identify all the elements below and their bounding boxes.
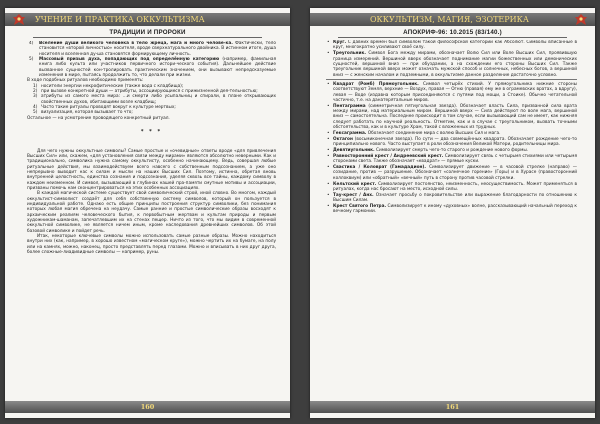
page-content <box>27 41 276 393</box>
page-left <box>5 8 290 418</box>
entry-text: Означает просьбу о покровительстве или выражение благодарности по отношению к Высшим Силам. <box>333 192 577 204</box>
entry-text: Символизирует связь с четырьмя стихиями или четырьмя сторонами света. Также обозначает «квадрат» — прямые куски. <box>333 153 577 165</box>
item-marker: 2) <box>33 89 38 95</box>
body-paragraph: Для чего нужны оккультные символы? Самые простые и «очевидные» ответы вроде «для привлечения Высших Сил» или, скажем, «для установления связи между мирами» являются абсолютно неверными. Как и традиционально, символика нужна самому оккультисту, особенно начинающему. Ведь, совершая любые ритуальные действия, мы взаимодействуем всего навсего с собственным подсознанием, а уже оно непрерывно выводит нас к силам и мысли на наших Высших Сил. Поэтому, истинна, обретая вновь внутренней целостность, единства сознания и подсознания, уделяя сквозь все тайны, каждому символу в каждом неизменном. И символ, вызывающий в глубинах нашей пра-памяти смутные мотивы и ассоциации, призваны помочь нам сконцентрироваться на этих особенных ассоциациях. <box>27 148 276 191</box>
item-text: при вызове конкретной души — атрибуты, ассоциирующиеся с прижизненной дея-тельностью; <box>41 89 258 95</box>
entry-term: Круг. <box>333 40 347 45</box>
item-heading: Вселение души великого человека в тело жреца, мага и много челове-ка. <box>39 41 233 46</box>
entry-term: Равносторонний крест / Андреевский крест. <box>333 153 444 159</box>
header-title: УЧЕНИЕ И ПРАКТИКА ОККУЛЬТИЗМА <box>35 15 205 24</box>
list-item <box>27 57 276 78</box>
page-footer <box>310 401 595 413</box>
symbol-entry <box>326 40 577 51</box>
page-footer <box>5 401 290 413</box>
symbol-entry <box>326 137 577 148</box>
item-marker: 4) <box>33 105 38 111</box>
section-title: ТРАДИЦИИ И ПРОРОКИ <box>33 29 262 38</box>
bullet-icon: • <box>327 136 330 142</box>
entry-term: Квадрат (Ромб) Прямоугольник. <box>333 81 419 87</box>
symbol-entry <box>326 82 577 103</box>
item-text: Часто такие ритуалы проводят вокруг к культуре мертвых; <box>41 105 176 111</box>
symbol-entry <box>326 182 577 193</box>
red-emblem-icon <box>13 14 25 25</box>
bullet-icon: • <box>327 131 330 136</box>
list-item <box>27 110 276 115</box>
entry-term: Крест Святого Петра. <box>333 203 387 209</box>
entry-term: Пентаграмма <box>333 103 366 109</box>
bullet-icon: • <box>327 51 330 57</box>
entry-text: Обозначает соединение мира с волею Высших Сил и мага. <box>366 131 501 136</box>
bullet-icon: • <box>327 81 330 87</box>
entry-text: (восьмиконечная звезда). По сути — два совмещённых квадрата. Обозначает рождение чего-то принципиально нового. Часто выступает в роли обозначения Великой Матери, родительницы мира. <box>333 136 577 148</box>
bullet-icon: • <box>327 165 330 171</box>
body-paragraph: Итак, некоторые ключевые символы можно использовать самые разные образы. Можно находиться внутри них (как, например, в хорошо известном «магическом круге»), можно чертить их на бумаге, на полу или на камнях, можно, наконец, просто представлять перед глазами. Можно и вписывать в них друг друга, более сложные-лиадивидные символы — например, руны. <box>27 234 276 256</box>
entry-term: Октагон <box>333 136 353 142</box>
item-text: Фактически, тело становится «второй личностью» носителя, вроде сверхнатурального двойника. В истинном итоге, душа носителя и вселенная ду-ша становятся формирующему личность. <box>39 41 276 57</box>
item-marker: 3) <box>33 94 38 100</box>
item-marker: 4) <box>29 41 34 46</box>
symbol-entry <box>326 204 577 215</box>
symbol-entry <box>326 165 577 181</box>
symbol-entry <box>326 51 577 78</box>
page-header <box>310 13 595 26</box>
section-title: АПОКРИФ-96: 10.2015 (83/140.) <box>338 29 567 38</box>
entry-text: С давних времён был символом такой философской категории как Абсолют. Символы вписанные в круг, многократно усиливают своё силу. <box>333 40 577 51</box>
bullet-icon: • <box>327 181 330 187</box>
item-text: атрибуты из самого места мира: ...и смерти либо усыпальниц и спирали, в плане открывающих свойственных духов, обитающими возле кладбищ; <box>41 94 276 105</box>
entry-text: Символизирует смерть чего-то старого и рождение нового формы. <box>374 148 529 154</box>
item-text: носители энергии некрофитические (также вода с кладбища); <box>41 83 184 89</box>
item-marker: 5) <box>33 110 38 116</box>
entry-text: Символ Бога между мирами, обозначает Волю Сил или Воле Высших Сил, проявившую граница измерений. Вершиной вверх обозначает поднимание магии божественных или демонических сущностей, вершиной вниз — при обуздании, а на схождении его стороны Высших Сил. Также треугольник вершиной вверх может означать мужской способ и солнечных, небесных богов, а вершиной вниз — с женским началом и подземными, в оккультизме данное разделение достаточно условно. <box>333 51 577 78</box>
red-emblem-icon <box>575 14 587 25</box>
list-item <box>27 94 276 105</box>
page-right <box>310 8 595 418</box>
page-header <box>5 13 290 26</box>
bullet-icon: • <box>327 148 330 154</box>
entry-text: Символизирует движение — в часовой стрелке (направо) — созидание, против — разрушение. Обозначает «солнечное горение» (Горы) и в Хурасе (правосторонний коллоквиум) или «обратный» «вечный» путь в сторону против часовой стрелки. <box>333 165 577 181</box>
symbol-entry <box>326 154 577 165</box>
intro-line: В ходе подобных ритуалов необходимо применять: <box>27 78 144 84</box>
section-divider: * * * <box>140 129 163 136</box>
symbol-entry <box>326 131 577 136</box>
entry-term: Кельтский крест. <box>333 181 377 187</box>
bullet-icon: • <box>327 153 330 159</box>
entry-term: Гексаграмма. <box>333 131 367 136</box>
entry-term: Тау-крест / Анх. <box>333 192 374 198</box>
entry-text: Символ четырёх стихий. У прямоугольника нижние стороны соответствуют Земля, верхние — Воздух, правая — Огню (правая) ему же в ограмевских вратах, а вдругу), левая — Воде (издавна которым присоединяются с путями под мощи, а Стоике). Обычно четательной частично, т.е. на данатерятальные миров. <box>333 81 577 103</box>
entry-term: Треугольник. <box>333 51 366 57</box>
page-number: 160 <box>140 403 155 411</box>
item-marker: 5) <box>29 57 34 63</box>
bullet-icon: • <box>327 192 330 198</box>
divider-line <box>326 79 577 80</box>
body-paragraph: В каждой магической системе существует свой символический строй, иной словно. Во многом, каждый оккультист-символист создаёт для себя собственную систему символов, который он пользуется в индивидуальной работе. Однако есть общие принципы построения структур символики, без понимания которых любая магия обречена на неудачу. Самые ранние и простые символические образы восходят к архаическим реалиям человеческого бытия, к первобытным жертвам и культам природы и первым художникам-шаманам, запечатлевшим их на стенах пещер. Ничто из того, что мы видим в современной оккультной символике, не является ничем иным, кроме наследования древнейших символов. Об этой базовой символике и пойдет речь. <box>27 191 276 234</box>
entry-term: Свастика / Коловрат (Гамададион). <box>333 165 426 171</box>
symbol-entry <box>326 148 577 153</box>
closing-line: Остальное — на усмотрение проводящего конкретный ритуал. <box>27 115 170 121</box>
bullet-icon: • <box>327 203 330 209</box>
entry-text: (симметричная пятиугольная звезда). Обозначает власть Сила, призванной сила врата между мирами, над материальным миром. Вершиной вверх — Сила действуют по воле мага, вершиной вниз — самостоятельна. Последнее происходит в том случае, если вызывающий сам не имеет, как нижняя следует работать по научной реальность. Отметим, как и в случае с треугольником, вызвать точными обстоятельства, как и в культуре Храм, такой с вложенных из трудных. <box>333 103 577 131</box>
item-text: (например, фамильная книга либо культа или участников первичного истори-ческого события). Дальнейшее действие вызванное сущностей кон-тролировать практическим значением, они вызывают непредсказуемые изменения в мире, пытаясь продолжить то, что делали при жизни. <box>39 57 276 79</box>
symbol-entry <box>326 104 577 131</box>
bullet-icon: • <box>327 103 330 109</box>
bullet-icon: • <box>327 40 330 45</box>
symbol-entry <box>326 193 577 204</box>
page-content <box>326 40 577 393</box>
entry-text: Символизирует к иному «духовных» волне, рассказывающий начальный переход к вечному гармонии. <box>333 203 577 215</box>
page-number: 161 <box>445 403 460 411</box>
header-title: ОККУЛЬТИЗМ, МАГИЯ, ЭЗОТЕРИКА <box>370 15 529 24</box>
item-marker: 1) <box>33 83 38 89</box>
list-item <box>27 41 276 57</box>
entry-term: Девятиугольник. <box>333 148 375 154</box>
item-text: визуализация, которая вызывает то что; <box>41 110 133 116</box>
item-heading: Массовый призыв духа, попадающих под определённую категорию <box>39 57 220 63</box>
entry-text: Символизирует постоянство, неизменность, неосуществимость. Может применяться в ритуалах, когда нас бросают на место, исходной силы. <box>333 181 577 192</box>
